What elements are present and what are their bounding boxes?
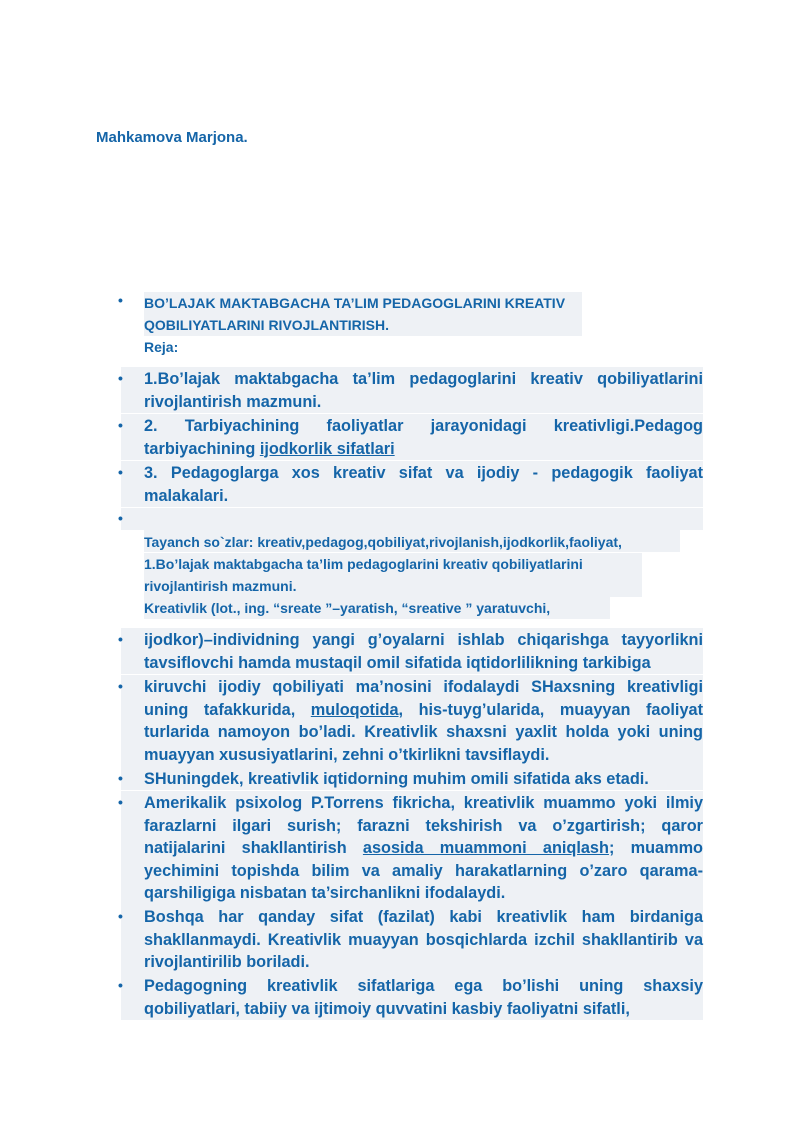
bullet-icon: • xyxy=(118,292,123,308)
bullet-icon: • xyxy=(118,794,123,810)
paragraph-2-text-a: kiruvchi ijodiy qobiliyati ma’nosini ifodalaydi SHaxsning kreativligi uning tafakkurida, xyxy=(144,678,703,719)
plan-item-2 xyxy=(144,415,703,460)
plan-item-2-link[interactable]: ijodkorlik sifatlari xyxy=(259,439,395,458)
section-heading-line-2: rivojlantirish mazmuni. xyxy=(144,578,297,594)
paragraph-4 xyxy=(144,792,703,905)
paragraph-2-text-b: , his-tuyg’ularida, muayyan faoliyat turlarida namoyon bo’ladi. Kreativlik shaxsni yaxlit holda yoki uning muayyan xususiyatlarini, zehni o’tkirlikni tavsiflaydi. xyxy=(144,700,703,764)
author-name: Mahkamova Marjona. xyxy=(96,129,248,146)
plan-heading: Reja: xyxy=(144,339,179,355)
paragraph-6: Pedagogning kreativlik sifatlariga ega bo’lishi uning shaxsiy qobiliyatlari, tabiiy va ijtimoiy quvvatini kasbiy faoliyatni sifatli, xyxy=(144,977,703,1018)
bullet-icon: • xyxy=(118,977,123,993)
paragraph-4-text-b: ; muammo yechimini topishda bilim va amaliy harakatlarning o’zaro qarama-qarshiligiga nisbatan ta’sirchanlikni ifodalaydi. xyxy=(144,839,703,902)
title-line-1: BO’LAJAK MAKTABGACHA TA’LIM PEDAGOGLARINI KREATIV xyxy=(144,295,566,311)
paragraph-1: ijodkor)–individning yangi g’oyalarni ishlab chiqarishga tayyorlikni tavsiflovchi hamda mustaqil omil sifatida iqtidorlilikning tarkibiga xyxy=(144,631,703,672)
paragraph-4-link[interactable]: asosida muammoni aniqlash xyxy=(362,839,609,857)
paragraph-2 xyxy=(144,676,703,766)
keywords-line: Tayanch so`zlar: kreativ,pedagog,qobiliyat,rivojlanish,ijodkorlik,faoliyat, xyxy=(144,534,622,550)
paragraph-3: SHuningdek, kreativlik iqtidorning muhim omili sifatida aks etadi. xyxy=(144,770,649,788)
plan-item-3: 3. Pedagoglarga xos kreativ sifat va ijodiy - pedagogik faoliyat malakalari. xyxy=(144,464,703,505)
kreativlik-definition-line: Kreativlik (lot., ing. “sreate ”–yaratish, “sreative ” yaratuvchi, xyxy=(144,600,551,616)
section-heading-line-1: 1.Bo’lajak maktabgacha ta’lim pedagoglarini kreativ qobiliyatlarini xyxy=(144,556,583,572)
bullet-icon: • xyxy=(118,770,123,786)
plan-item-2-text: 2. Tarbiyachining faoliyatlar jarayonidagi kreativligi.Pedagog tarbiyachining xyxy=(144,417,703,458)
bullet-icon: • xyxy=(118,464,123,480)
bullet-icon: • xyxy=(118,370,123,386)
plan-item-1: 1.Bo’lajak maktabgacha ta’lim pedagoglarini kreativ qobiliyatlarini rivojlantirish mazmuni. xyxy=(144,370,703,411)
bullet-icon: • xyxy=(118,631,123,647)
paragraph-4-text-a: Amerikalik psixolog P.Torrens fikricha, kreativlik muammo yoki ilmiy farazlarni ilgari surish; farazni tekshirish va o’zgartirish; qaror natijalarini shakllantirish xyxy=(144,794,703,857)
empty-item-bg xyxy=(121,508,703,530)
bullet-icon: • xyxy=(118,908,123,924)
bullet-icon: • xyxy=(118,510,123,526)
bullet-icon: • xyxy=(118,417,123,433)
paragraph-5: Boshqa har qanday sifat (fazilat) kabi kreativlik ham birdaniga shakllanmaydi. Kreativlik muayyan bosqichlarda izchil shakllantirib va rivojlantirilib boriladi. xyxy=(144,908,703,971)
bullet-icon: • xyxy=(118,678,123,694)
title-line-2: QOBILIYATLARINI RIVOJLANTIRISH. xyxy=(144,317,390,333)
paragraph-2-link[interactable]: muloqotida xyxy=(310,700,399,719)
